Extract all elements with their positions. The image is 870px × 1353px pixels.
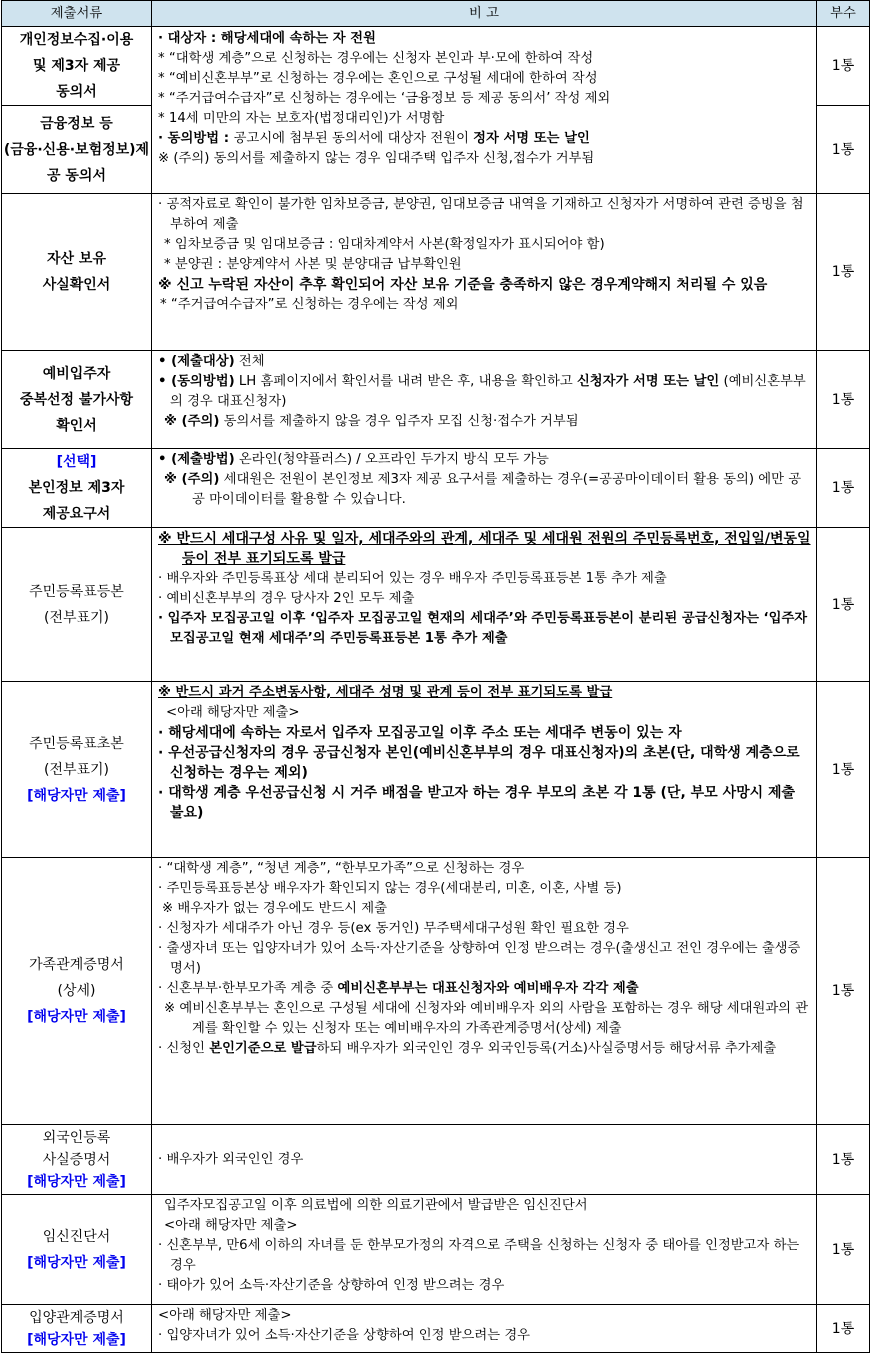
remarks: 입주자모집공고일 이후 의료법에 의한 의료기관에서 발급받은 임신진단서 <아래 해당자만 제출> · 신혼부부, 만6세 이하의 자녀를 둔 한부모가정의 자격으로 주택을 신청하는 신청자 중 태아를 인정받고자 하는 경우 · 태아가 있어 소득·자산기준을 상향하여 인정 받으려는 경우 xyxy=(152,1195,817,1305)
doc-count: 1통 xyxy=(817,106,870,194)
conditional-tag: [해당자만 제출] xyxy=(27,1331,126,1348)
table-row xyxy=(2,528,870,682)
optional-tag: [선택] xyxy=(56,454,97,470)
doc-name: 임신진단서 [해당자만 제출] xyxy=(2,1195,152,1305)
documents-table xyxy=(1,0,870,1353)
table-header xyxy=(2,1,870,27)
conditional-tag: [해당자만 제출] xyxy=(27,787,126,804)
remarks: ※ 반드시 과거 주소변동사항, 세대주 성명 및 관계 등이 전부 표기되도록 발급 <아래 해당자만 제출> · 해당세대에 속하는 자로서 입주자 모집공고일 이후 주소 또는 세대주 변동이 있는 자 · 우선공급신청자의 경우 공급신청자 본인(예비신혼부부의 경우 대표신청자)의 초본(단, 대학생 계층으로 신청하는 경우는 제외) · 대학생 계층 우선공급신청 시 거주 배점을 받고자 하는 경우 부모의 초본 각 1통 (단, 부모 사망시 제출 불요) xyxy=(152,682,817,858)
doc-name: 주민등록표등본 (전부표기) xyxy=(2,528,152,682)
doc-count: 1통 xyxy=(817,449,870,528)
doc-count: 1통 xyxy=(817,27,870,106)
header-documents: 제출서류 xyxy=(2,1,152,27)
doc-name: 입양관계증명서 [해당자만 제출] xyxy=(2,1305,152,1353)
doc-name: 금융정보 등 (금융·신용·보험정보)제 공 동의서 xyxy=(2,106,152,194)
doc-count: 1통 xyxy=(817,1125,870,1195)
remarks: • (제출방법) 온라인(청약플러스) / 오프라인 두가지 방식 모두 가능 ※ (주의) 세대원은 전원이 본인정보 제3자 제공 요구서를 제출하는 경우(=공공마이데이터 활용 동의) 에만 공공 마이데이터를 활용할 수 있습니다. xyxy=(152,449,817,528)
doc-count: 1통 xyxy=(817,1195,870,1305)
doc-count: 1통 xyxy=(817,858,870,1125)
doc-name: 가족관계증명서 (상세) [해당자만 제출] xyxy=(2,858,152,1125)
header-count: 부수 xyxy=(817,1,870,27)
doc-name: 자산 보유 사실확인서 xyxy=(2,194,152,351)
remarks: · “대학생 계층”, “청년 계층”, “한부모가족”으로 신청하는 경우 · 주민등록표등본상 배우자가 확인되지 않는 경우(세대분리, 미혼, 이혼, 사별 등) ※ 배우자가 없는 경우에도 반드시 제출 · 신청자가 세대주가 아닌 경우 등(ex 동거인) 무주택세대구성원 확인 필요한 경우 · 출생자녀 또는 입양자녀가 있어 소득·자산기준을 상향하여 인정 받으려는 경우(출생신고 전인 경우에는 출생증명서) · 신혼부부·한부모가족 계층 중 예비신혼부부는 대표신청자와 예비배우자 각각 제출 ※ 예비신혼부부는 혼인으로 구성될 세대에 신청자와 예비배우자 외의 사람을 포함하는 경우 해당 세대원과의 관계를 확인할 수 있는 신청자 또는 예비배우자의 가족관계증명서(상세) 제출 · 신청인 본인기준으로 발급하되 배우자가 외국인인 경우 외국인등록(거소)사실증명서등 해당서류 추가제출 xyxy=(152,858,817,1125)
table-row xyxy=(2,858,870,1125)
doc-count: 1통 xyxy=(817,194,870,351)
table-row xyxy=(2,27,870,106)
remarks: ※ 반드시 세대구성 사유 및 일자, 세대주와의 관계, 세대주 및 세대원 전원의 주민등록번호, 전입일/변동일 등이 전부 표기되도록 발급 · 배우자와 주민등록표상 세대 분리되어 있는 경우 배우자 주민등록표등본 1통 추가 제출 · 예비신혼부부의 경우 당사자 2인 모두 제출 · 입주자 모집공고일 이후 ‘입주자 모집공고일 현재의 세대주’와 주민등록표등본이 분리된 공급신청자는 ‘입주자 모집공고일 현재 세대주’의 주민등록표등본 1통 추가 제출 xyxy=(152,528,817,682)
conditional-tag: [해당자만 제출] xyxy=(27,1173,126,1190)
doc-count: 1통 xyxy=(817,528,870,682)
remarks: · 배우자가 외국인인 경우 xyxy=(152,1125,817,1195)
conditional-tag: [해당자만 제출] xyxy=(27,1009,126,1025)
doc-name: 외국인등록 사실증명서 [해당자만 제출] xyxy=(2,1125,152,1195)
remarks: <아래 해당자만 제출> · 입양자녀가 있어 소득·자산기준을 상향하여 인정 받으려는 경우 xyxy=(152,1305,817,1353)
remarks: • (제출대상) 전체 • (동의방법) LH 홈페이지에서 확인서를 내려 받은 후, 내용을 확인하고 신청자가 서명 또는 날인 (예비신혼부부의 경우 대표신청자) ※ (주의) 동의서를 제출하지 않을 경우 입주자 모집 신청·접수가 거부됨 xyxy=(152,351,817,449)
table-row xyxy=(2,351,870,449)
table-row xyxy=(2,194,870,351)
doc-count: 1통 xyxy=(817,682,870,858)
doc-count: 1통 xyxy=(817,351,870,449)
table-row xyxy=(2,449,870,528)
remarks: · 대상자 : 해당세대에 속하는 자 전원 * “대학생 계층”으로 신청하는 경우에는 신청자 본인과 부·모에 한하여 작성 * “예비신혼부부”로 신청하는 경우에는 혼인으로 구성될 세대에 한하여 작성 * “주거급여수급자”로 신청하는 경우에는 ‘금융정보 등 제공 동의서’ 작성 제외 * 14세 미만의 자는 보호자(법정대리인)가 서명함 · 동의방법 : 공고시에 첨부된 동의서에 대상자 전원이 정자 서명 또는 날인 ※ (주의) 동의서를 제출하지 않는 경우 임대주택 입주자 신청,접수가 거부됨 xyxy=(152,27,817,194)
table-row xyxy=(2,1305,870,1353)
doc-name: 예비입주자 중복선정 불가사항 확인서 xyxy=(2,351,152,449)
doc-name: 개인정보수집·이용 및 제3자 제공 동의서 xyxy=(2,27,152,106)
table-row xyxy=(2,1195,870,1305)
header-remarks: 비 고 xyxy=(152,1,817,27)
doc-name: [선택] 본인정보 제3자 제공요구서 xyxy=(2,449,152,528)
doc-name: 주민등록표초본 (전부표기) [해당자만 제출] xyxy=(2,682,152,858)
conditional-tag: [해당자만 제출] xyxy=(27,1254,126,1271)
doc-count: 1통 xyxy=(817,1305,870,1353)
table-row xyxy=(2,1125,870,1195)
remarks: · 공적자료로 확인이 불가한 임차보증금, 분양권, 임대보증금 내역을 기재하고 신청자가 서명하여 관련 증빙을 첨부하여 제출 * 임차보증금 및 임대보증금 : 임대차계약서 사본(확정일자가 표시되어야 함) * 분양권 : 분양계약서 사본 및 분양대금 납부확인원 ※ 신고 누락된 자산이 추후 확인되어 자산 보유 기준을 충족하지 않은 경우계약해지 처리될 수 있음 * “주거급여수급자”로 신청하는 경우에는 작성 제외 xyxy=(152,194,817,351)
table-row xyxy=(2,682,870,858)
